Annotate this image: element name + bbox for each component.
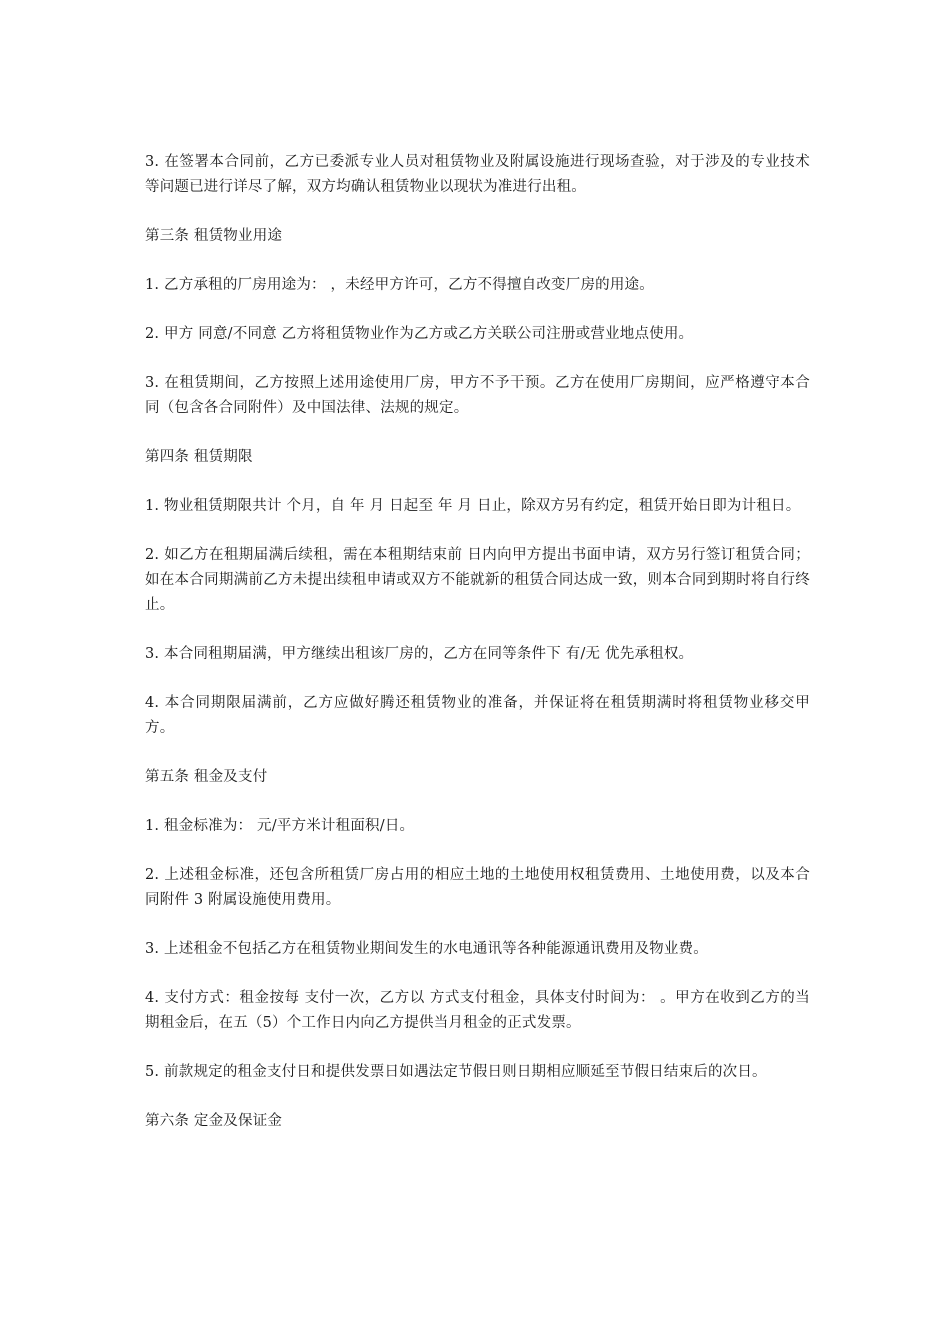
article-4-heading: 第四条 租赁期限 <box>145 449 253 465</box>
clause-4-item-3: 3. 本合同租期届满，甲方继续出租该厂房的，乙方在同等条件下 有/无 优先承租权。 <box>145 646 694 662</box>
clause-5-item-1: 1. 租金标准为： 元/平方米计租面积/日。 <box>145 818 415 834</box>
clause-5-item-5: 5. 前款规定的租金支付日和提供发票日如遇法定节假日则日期相应顺延至节假日结束后的次日。 <box>145 1064 767 1080</box>
clause-5-item-2: 2. 上述租金标准，还包含所租赁厂房占用的相应土地的土地使用权租赁费用、土地使用费，以及本合同附件 3 附属设施使用费用。 <box>145 867 810 908</box>
clause-4-item-2: 2. 如乙方在租期届满后续租，需在本租期结束前 日内向甲方提出书面申请，双方另行签订租赁合同；如在本合同期满前乙方未提出续租申请或双方不能就新的租赁合同达成一致，则本合同到期时将自行终止。 <box>145 547 810 613</box>
clause-3-item-2: 2. 甲方 同意/不同意 乙方将租赁物业作为乙方或乙方关联公司注册或营业地点使用。 <box>145 326 694 342</box>
clause-3-item-3: 3. 在租赁期间，乙方按照上述用途使用厂房，甲方不予干预。乙方在使用厂房期间，应严格遵守本合同（包含各合同附件）及中国法律、法规的规定。 <box>145 375 810 416</box>
clause-2-item-3: 3. 在签署本合同前，乙方已委派专业人员对租赁物业及附属设施进行现场查验，对于涉及的专业技术等问题已进行详尽了解，双方均确认租赁物业以现状为准进行出租。 <box>145 154 810 195</box>
clause-5-item-3: 3. 上述租金不包括乙方在租赁物业期间发生的水电通讯等各种能源通讯费用及物业费。 <box>145 941 708 957</box>
clause-5-item-4: 4. 支付方式：租金按每 支付一次，乙方以 方式支付租金，具体支付时间为： 。甲方在收到乙方的当期租金后，在五（5）个工作日内向乙方提供当月租金的正式发票。 <box>145 990 810 1031</box>
clause-4-item-4: 4. 本合同期限届满前，乙方应做好腾还租赁物业的准备，并保证将在租赁期满时将租赁物业移交甲方。 <box>145 695 810 736</box>
clause-3-item-1: 1. 乙方承租的厂房用途为： ，未经甲方许可，乙方不得擅自改变厂房的用途。 <box>145 277 654 293</box>
article-3-heading: 第三条 租赁物业用途 <box>145 228 283 244</box>
article-6-heading: 第六条 定金及保证金 <box>145 1113 283 1129</box>
clause-4-item-1: 1. 物业租赁期限共计 个月，自 年 月 日起至 年 月 日止，除双方另有约定，租赁开始日即为计租日。 <box>145 498 801 514</box>
article-5-heading: 第五条 租金及支付 <box>145 769 268 785</box>
